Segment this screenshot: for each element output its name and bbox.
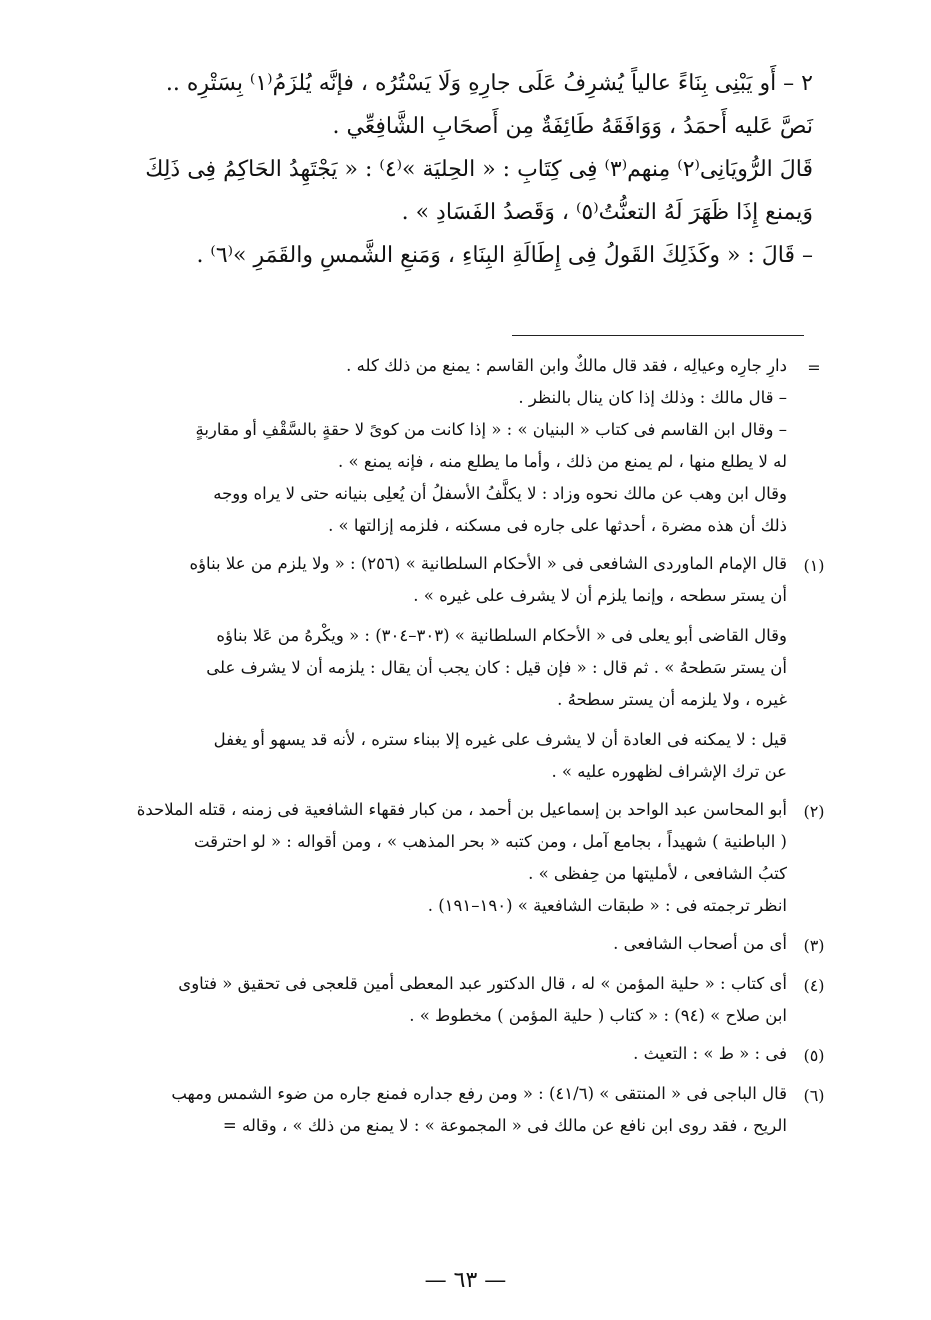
main-line: قَالَ الرُّويَانِى⁽٢⁾ مِنهم⁽٣⁾ فِى كِتَابِ : « الحِليَة »⁽٤⁾ : « يَجْتَهِدُ الحَاكِمُ فِى ذَلِكَ <box>145 157 813 182</box>
footnote-number: (٥) <box>803 1046 825 1065</box>
footnote-line: وقال ابن وهب عن مالك نحوه وزاد : لا يكلَّفُ الأسفلُ أن يُعلِى بنيانه حتى لا يراه ووجه <box>213 484 787 503</box>
footnote-separator <box>512 335 804 336</box>
footnote-line: انظر ترجمته فى : « طبقات الشافعية » (١٩٠–١٩١) . <box>427 896 787 915</box>
footnote-line: قيل : لا يمكنه فى العادة أن لا يشرف على غيره إلا ببناء ستره ، لأنه قد يسهو أو يغفل <box>213 730 787 749</box>
footnote-line: غيره ، ولا يلزمه أن يستر سطحهُ . <box>557 690 787 709</box>
footnote-1 <box>100 548 841 788</box>
footnote-body <box>100 968 787 1032</box>
footnote-line: قال الباجى فى « المنتقى » (٤١/٦) : « ومن رفع جداره فمنع جاره من ضوء الشمس ومهب <box>171 1084 787 1103</box>
main-line: نَصَّ عَليه أَحمَدُ ، وَوَافَقَهُ طَائِفَةٌ مِن أَصحَابِ الشَّافِعِّي . <box>332 114 813 139</box>
footnote-line: – قال مالك : وذلك إذا كان ينال بالنظر . <box>518 388 787 407</box>
footnote-line: قال الإمام الماوردى الشافعى فى « الأحكام السلطانية » (٢٥٦) : « ولا يلزم من علا بناؤه <box>189 554 787 573</box>
footnote-line: فى : « ط » : التعيث . <box>633 1044 787 1063</box>
footnote-line: أبو المحاسن عبد الواحد بن إسماعيل بن أحمد ، من كبار فقهاء الشافعية فى زمنه ، قتله الملاحدة <box>136 800 787 819</box>
footnote-continuation <box>100 350 841 542</box>
footnotes <box>100 350 841 1148</box>
footnote-number: (١) <box>803 556 825 575</box>
footnote-body <box>100 1078 787 1142</box>
footnote-number: (٤) <box>803 976 825 995</box>
footnote-line: أى كتاب : « حلية المؤمن » له ، قال الدكتور عبد المعطى أمين قلعجى فى تحقيق « فتاوى <box>178 974 787 993</box>
footnote-body <box>100 794 787 922</box>
footnote-line: – وقال ابن القاسم فى كتاب « البنيان » : « إذا كانت من كوىً لا حقةٍ بالسَّقْفِ أو مقاربةٍ <box>195 420 787 439</box>
footnote-line: أى من أصحاب الشافعى . <box>613 934 787 953</box>
footnote-number: (٦) <box>803 1086 825 1105</box>
page-number: — ٦٣ — <box>424 1268 507 1293</box>
main-line: وَيمنع إِذَا ظَهَرَ لَهُ التعنُّتُ⁽٥⁾ ، وَقَصدُ الفَسَادِ » . <box>401 200 813 225</box>
footnote-line: له لا يطلع منها ، لم يمنع من ذلك ، وأما ما يطلع منه ، فإنه يمنع » . <box>338 452 787 471</box>
footnote-line: دارِ جارِه وعيالِه ، فقد قال مالكٌ وابن القاسم : يمنع من ذلك كله . <box>346 356 787 375</box>
footnote-line: عن ترك الإشراف لظهوره عليه » . <box>551 762 787 781</box>
footnote-line: أن يستر سطحه ، وإنما يلزم أن لا يشرف على غيره » . <box>413 586 787 605</box>
main-line: ٢ – أَو يَبْنِى بِنَاءً عالياً يُشرِفُ عَلَى جارِهِ وَلَا يَسْتُرُه ، فإنَّه يُلزَمُ⁽١⁾ بِسَتْرِه .. <box>165 71 813 96</box>
footnote-marker: = <box>807 358 821 377</box>
footnote-5 <box>100 1038 841 1072</box>
footnote-2 <box>100 794 841 922</box>
main-line: – قَالَ : « وكَذَلِكَ القَولُ فِى إِطَالَةِ البِنَاءِ ، وَمَنعِ الشَّمسِ والقَمَرِ »⁽٦⁾ . <box>196 243 813 268</box>
footnote-body <box>100 1038 787 1070</box>
footnote-line: الريح ، فقد روى ابن نافع عن مالك فى « المجموعة » : لا يمنع من ذلك » ، وقاله = <box>222 1116 787 1135</box>
footnote-line: ( الباطنية ) شهيداً ، بجامع آمل ، ومن كتبه « بحر المذهب » ، ومن أقواله : « لو احترقت <box>193 832 787 851</box>
footnote-body <box>100 548 787 788</box>
footnote-body <box>100 350 787 542</box>
footnote-6 <box>100 1078 841 1142</box>
footnote-line: ذلك أن هذه مضرة ، أحدثها على جاره فى مسكنه ، فلزمه إزالتها » . <box>328 516 787 535</box>
footnote-3 <box>100 928 841 962</box>
footnote-4 <box>100 968 841 1032</box>
main-text <box>95 62 813 277</box>
footnote-line: وقال القاضى أبو يعلى فى « الأحكام السلطانية » (٣٠٣–٣٠٤) : « ويكْرهُ من عَلا بناؤه <box>216 626 787 645</box>
footnote-body <box>100 928 787 960</box>
footnote-number: (٣) <box>803 936 825 955</box>
footnote-line: أن يستر سَطحهُ » . ثم قال : « فإن قيل : كان يجب أن يقال : يلزمه أن لا يشرف على <box>206 658 787 677</box>
footnote-line: ابن صلاح » (٩٤) : « كتاب ( حلية المؤمن ) مخطوط » . <box>409 1006 787 1025</box>
footnote-line: كتبُ الشافعى ، لأمليتها من حِفظى » . <box>528 864 787 883</box>
footnote-number: (٢) <box>803 802 825 821</box>
